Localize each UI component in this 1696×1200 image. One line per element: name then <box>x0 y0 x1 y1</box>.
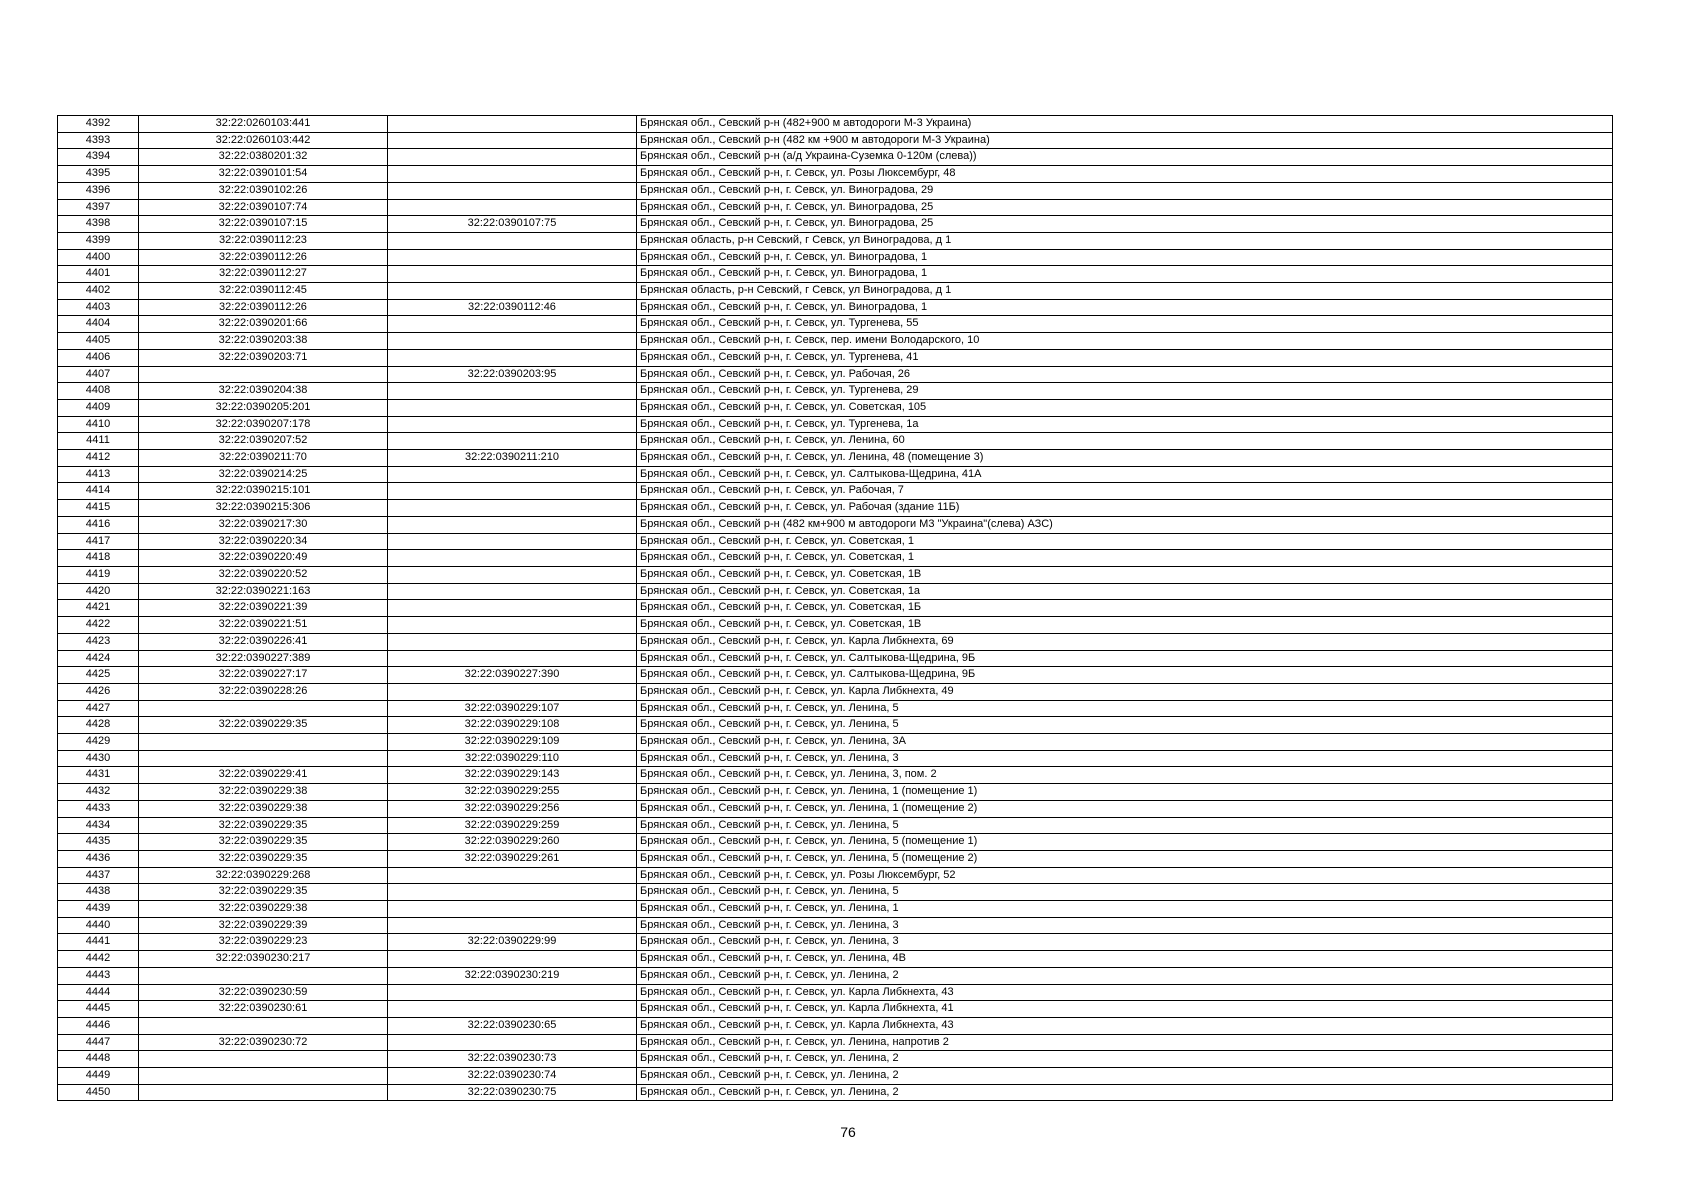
address-cell: Брянская обл., Севский р-н (482 км+900 м автодороги М3 "Украина"(слева) АЗС) <box>637 516 1613 533</box>
address-cell: Брянская обл., Севский р-н, г. Севск, ул. Рабочая (здание 11Б) <box>637 500 1613 517</box>
cadastral-number-cell: 32:22:0390230:72 <box>139 1034 388 1051</box>
row-number-cell: 4440 <box>58 917 139 934</box>
cadastral-number-cell: 32:22:0390229:38 <box>139 901 388 918</box>
related-cadastral-number-cell <box>388 416 637 433</box>
table-row <box>58 566 1613 583</box>
table-row <box>58 884 1613 901</box>
row-number-cell: 4433 <box>58 800 139 817</box>
cadastral-number-cell: 32:22:0390229:38 <box>139 784 388 801</box>
row-number-cell: 4396 <box>58 182 139 199</box>
table-row <box>58 232 1613 249</box>
related-cadastral-number-cell: 32:22:0390230:65 <box>388 1017 637 1034</box>
cadastral-number-cell: 32:22:0390203:38 <box>139 333 388 350</box>
address-cell: Брянская обл., Севский р-н, г. Севск, ул. Виноградова, 1 <box>637 299 1613 316</box>
cadastral-number-cell: 32:22:0390112:27 <box>139 266 388 283</box>
table-row <box>58 166 1613 183</box>
cadastral-number-cell: 32:22:0390112:23 <box>139 232 388 249</box>
cadastral-number-cell: 32:22:0390217:30 <box>139 516 388 533</box>
cadastral-number-cell: 32:22:0390205:201 <box>139 399 388 416</box>
related-cadastral-number-cell <box>388 483 637 500</box>
cadastral-number-cell: 32:22:0390214:25 <box>139 466 388 483</box>
row-number-cell: 4444 <box>58 984 139 1001</box>
row-number-cell: 4445 <box>58 1001 139 1018</box>
related-cadastral-number-cell <box>388 316 637 333</box>
row-number-cell: 4420 <box>58 583 139 600</box>
table-row <box>58 650 1613 667</box>
table-row <box>58 717 1613 734</box>
address-cell: Брянская обл., Севский р-н, г. Севск, пер. имени Володарского, 10 <box>637 333 1613 350</box>
row-number-cell: 4423 <box>58 633 139 650</box>
cadastral-number-cell: 32:22:0390227:389 <box>139 650 388 667</box>
row-number-cell: 4428 <box>58 717 139 734</box>
cadastral-number-cell: 32:22:0390228:26 <box>139 683 388 700</box>
address-cell: Брянская обл., Севский р-н, г. Севск, ул. Ленина, 60 <box>637 433 1613 450</box>
address-cell: Брянская обл., Севский р-н, г. Севск, ул. Ленина, 2 <box>637 1068 1613 1085</box>
table-row <box>58 750 1613 767</box>
related-cadastral-number-cell <box>388 617 637 634</box>
table-row <box>58 116 1613 133</box>
cadastral-number-cell: 32:22:0390107:15 <box>139 216 388 233</box>
cadastral-number-cell <box>139 750 388 767</box>
table-row <box>58 917 1613 934</box>
related-cadastral-number-cell: 32:22:0390227:390 <box>388 667 637 684</box>
document-table-container <box>57 115 1612 1101</box>
table-row <box>58 951 1613 968</box>
table-row <box>58 283 1613 300</box>
cadastral-number-cell: 32:22:0390215:101 <box>139 483 388 500</box>
row-number-cell: 4434 <box>58 817 139 834</box>
related-cadastral-number-cell <box>388 566 637 583</box>
related-cadastral-number-cell <box>388 132 637 149</box>
table-row <box>58 500 1613 517</box>
row-number-cell: 4406 <box>58 349 139 366</box>
row-number-cell: 4439 <box>58 901 139 918</box>
cadastral-number-cell: 32:22:0390229:35 <box>139 817 388 834</box>
row-number-cell: 4438 <box>58 884 139 901</box>
row-number-cell: 4407 <box>58 366 139 383</box>
table-row <box>58 516 1613 533</box>
address-cell: Брянская обл., Севский р-н, г. Севск, ул. Ленина, 3А <box>637 734 1613 751</box>
related-cadastral-number-cell <box>388 399 637 416</box>
related-cadastral-number-cell: 32:22:0390229:255 <box>388 784 637 801</box>
related-cadastral-number-cell <box>388 333 637 350</box>
address-cell: Брянская обл., Севский р-н, г. Севск, ул. Виноградова, 25 <box>637 199 1613 216</box>
related-cadastral-number-cell: 32:22:0390230:75 <box>388 1084 637 1101</box>
address-cell: Брянская обл., Севский р-н, г. Севск, ул. Розы Люксембург, 48 <box>637 166 1613 183</box>
address-cell: Брянская обл., Севский р-н, г. Севск, ул. Рабочая, 7 <box>637 483 1613 500</box>
row-number-cell: 4442 <box>58 951 139 968</box>
address-cell: Брянская обл., Севский р-н, г. Севск, ул. Карла Либкнехта, 43 <box>637 984 1613 1001</box>
row-number-cell: 4425 <box>58 667 139 684</box>
row-number-cell: 4450 <box>58 1084 139 1101</box>
address-cell: Брянская обл., Севский р-н (482+900 м автодороги М-3 Украина) <box>637 116 1613 133</box>
cadastral-number-cell: 32:22:0390215:306 <box>139 500 388 517</box>
address-cell: Брянская обл., Севский р-н, г. Севск, ул. Ленина, 2 <box>637 1084 1613 1101</box>
cadastral-number-cell: 32:22:0390230:61 <box>139 1001 388 1018</box>
cadastral-number-cell: 32:22:0390201:66 <box>139 316 388 333</box>
address-cell: Брянская обл., Севский р-н, г. Севск, ул. Ленина, 3 <box>637 934 1613 951</box>
related-cadastral-number-cell <box>388 633 637 650</box>
related-cadastral-number-cell <box>388 884 637 901</box>
related-cadastral-number-cell: 32:22:0390107:75 <box>388 216 637 233</box>
related-cadastral-number-cell <box>388 683 637 700</box>
cadastral-number-cell <box>139 967 388 984</box>
row-number-cell: 4392 <box>58 116 139 133</box>
address-cell: Брянская обл., Севский р-н, г. Севск, ул. Советская, 1В <box>637 617 1613 634</box>
row-number-cell: 4432 <box>58 784 139 801</box>
related-cadastral-number-cell <box>388 550 637 567</box>
address-cell: Брянская обл., Севский р-н, г. Севск, ул. Ленина, 5 (помещение 1) <box>637 834 1613 851</box>
related-cadastral-number-cell: 32:22:0390112:46 <box>388 299 637 316</box>
cadastral-number-cell: 32:22:0390221:51 <box>139 617 388 634</box>
row-number-cell: 4405 <box>58 333 139 350</box>
row-number-cell: 4399 <box>58 232 139 249</box>
table-row <box>58 1034 1613 1051</box>
row-number-cell: 4441 <box>58 934 139 951</box>
table-row <box>58 349 1613 366</box>
row-number-cell: 4447 <box>58 1034 139 1051</box>
table-row <box>58 132 1613 149</box>
related-cadastral-number-cell <box>388 283 637 300</box>
cadastral-number-cell: 32:22:0390229:23 <box>139 934 388 951</box>
address-cell: Брянская обл., Севский р-н, г. Севск, ул. Ленина, 1 (помещение 1) <box>637 784 1613 801</box>
cadastral-number-cell: 32:22:0390221:39 <box>139 600 388 617</box>
related-cadastral-number-cell: 32:22:0390229:256 <box>388 800 637 817</box>
related-cadastral-number-cell <box>388 650 637 667</box>
related-cadastral-number-cell <box>388 1001 637 1018</box>
row-number-cell: 4430 <box>58 750 139 767</box>
cadastral-number-cell: 32:22:0390229:35 <box>139 834 388 851</box>
address-cell: Брянская обл., Севский р-н, г. Севск, ул. Ленина, 5 <box>637 700 1613 717</box>
table-row <box>58 817 1613 834</box>
address-cell: Брянская обл., Севский р-н, г. Севск, ул. Советская, 1 <box>637 550 1613 567</box>
row-number-cell: 4417 <box>58 533 139 550</box>
address-cell: Брянская обл., Севский р-н, г. Севск, ул. Виноградова, 29 <box>637 182 1613 199</box>
related-cadastral-number-cell: 32:22:0390229:143 <box>388 767 637 784</box>
related-cadastral-number-cell <box>388 867 637 884</box>
cadastral-number-cell: 32:22:0390229:39 <box>139 917 388 934</box>
related-cadastral-number-cell: 32:22:0390229:259 <box>388 817 637 834</box>
row-number-cell: 4424 <box>58 650 139 667</box>
row-number-cell: 4410 <box>58 416 139 433</box>
cadastral-number-cell: 32:22:0390112:26 <box>139 249 388 266</box>
address-cell: Брянская обл., Севский р-н (а/д Украина-Суземка 0-120м (слева)) <box>637 149 1613 166</box>
row-number-cell: 4395 <box>58 166 139 183</box>
related-cadastral-number-cell: 32:22:0390229:261 <box>388 850 637 867</box>
cadastral-number-cell: 32:22:0390112:45 <box>139 283 388 300</box>
row-number-cell: 4411 <box>58 433 139 450</box>
address-cell: Брянская обл., Севский р-н, г. Севск, ул. Ленина, 1 <box>637 901 1613 918</box>
cadastral-number-cell: 32:22:0260103:441 <box>139 116 388 133</box>
table-row <box>58 667 1613 684</box>
cadastral-number-cell: 32:22:0390207:178 <box>139 416 388 433</box>
row-number-cell: 4418 <box>58 550 139 567</box>
cadastral-number-cell: 32:22:0390229:35 <box>139 884 388 901</box>
cadastral-number-cell: 32:22:0390203:71 <box>139 349 388 366</box>
cadastral-number-cell: 32:22:0390207:52 <box>139 433 388 450</box>
related-cadastral-number-cell <box>388 166 637 183</box>
related-cadastral-number-cell: 32:22:0390203:95 <box>388 366 637 383</box>
cadastral-number-cell: 32:22:0390112:26 <box>139 299 388 316</box>
address-cell: Брянская обл., Севский р-н, г. Севск, ул. Ленина, 5 (помещение 2) <box>637 850 1613 867</box>
table-row <box>58 216 1613 233</box>
table-row <box>58 149 1613 166</box>
cadastral-number-cell <box>139 1017 388 1034</box>
address-cell: Брянская обл., Севский р-н, г. Севск, ул. Тургенева, 1а <box>637 416 1613 433</box>
related-cadastral-number-cell: 32:22:0390229:110 <box>388 750 637 767</box>
row-number-cell: 4415 <box>58 500 139 517</box>
table-row <box>58 767 1613 784</box>
row-number-cell: 4421 <box>58 600 139 617</box>
address-cell: Брянская обл., Севский р-н, г. Севск, ул. Виноградова, 1 <box>637 249 1613 266</box>
table-row <box>58 1084 1613 1101</box>
cadastral-number-cell: 32:22:0380201:32 <box>139 149 388 166</box>
row-number-cell: 4400 <box>58 249 139 266</box>
row-number-cell: 4435 <box>58 834 139 851</box>
table-row <box>58 316 1613 333</box>
address-cell: Брянская обл., Севский р-н, г. Севск, ул. Ленина, 48 (помещение 3) <box>637 450 1613 467</box>
address-cell: Брянская обл., Севский р-н, г. Севск, ул. Советская, 1Б <box>637 600 1613 617</box>
table-row <box>58 984 1613 1001</box>
table-row <box>58 249 1613 266</box>
row-number-cell: 4393 <box>58 132 139 149</box>
table-row <box>58 433 1613 450</box>
cadastral-number-cell: 32:22:0390227:17 <box>139 667 388 684</box>
table-row <box>58 734 1613 751</box>
address-cell: Брянская обл., Севский р-н, г. Севск, ул. Советская, 1 <box>637 533 1613 550</box>
related-cadastral-number-cell <box>388 433 637 450</box>
address-cell: Брянская обл., Севский р-н, г. Севск, ул. Виноградова, 25 <box>637 216 1613 233</box>
related-cadastral-number-cell <box>388 500 637 517</box>
row-number-cell: 4403 <box>58 299 139 316</box>
cadastral-number-cell: 32:22:0390204:38 <box>139 383 388 400</box>
address-cell: Брянская обл., Севский р-н, г. Севск, ул. Ленина, 2 <box>637 1051 1613 1068</box>
related-cadastral-number-cell: 32:22:0390230:74 <box>388 1068 637 1085</box>
address-cell: Брянская обл., Севский р-н, г. Севск, ул. Тургенева, 41 <box>637 349 1613 366</box>
related-cadastral-number-cell <box>388 466 637 483</box>
related-cadastral-number-cell <box>388 116 637 133</box>
row-number-cell: 4437 <box>58 867 139 884</box>
related-cadastral-number-cell <box>388 182 637 199</box>
row-number-cell: 4398 <box>58 216 139 233</box>
cadastral-number-cell <box>139 700 388 717</box>
table-row <box>58 466 1613 483</box>
cadastral-number-cell: 32:22:0390229:35 <box>139 717 388 734</box>
related-cadastral-number-cell: 32:22:0390229:260 <box>388 834 637 851</box>
cadastral-number-cell: 32:22:0390229:41 <box>139 767 388 784</box>
table-row <box>58 1017 1613 1034</box>
address-cell: Брянская обл., Севский р-н, г. Севск, ул. Ленина, 3 <box>637 917 1613 934</box>
table-row <box>58 784 1613 801</box>
cadastral-number-cell: 32:22:0390230:217 <box>139 951 388 968</box>
address-cell: Брянская обл., Севский р-н, г. Севск, ул. Ленина, напротив 2 <box>637 1034 1613 1051</box>
row-number-cell: 4446 <box>58 1017 139 1034</box>
row-number-cell: 4419 <box>58 566 139 583</box>
row-number-cell: 4414 <box>58 483 139 500</box>
table-row <box>58 450 1613 467</box>
table-row <box>58 800 1613 817</box>
row-number-cell: 4416 <box>58 516 139 533</box>
cadastral-number-cell: 32:22:0390107:74 <box>139 199 388 216</box>
address-cell: Брянская обл., Севский р-н, г. Севск, ул. Советская, 105 <box>637 399 1613 416</box>
row-number-cell: 4412 <box>58 450 139 467</box>
address-cell: Брянская обл., Севский р-н, г. Севск, ул. Рабочая, 26 <box>637 366 1613 383</box>
address-cell: Брянская обл., Севский р-н, г. Севск, ул. Советская, 1В <box>637 566 1613 583</box>
address-cell: Брянская обл., Севский р-н, г. Севск, ул. Ленина, 5 <box>637 884 1613 901</box>
table-row <box>58 266 1613 283</box>
table-row <box>58 299 1613 316</box>
related-cadastral-number-cell <box>388 533 637 550</box>
table-row <box>58 834 1613 851</box>
related-cadastral-number-cell <box>388 199 637 216</box>
address-cell: Брянская обл., Севский р-н, г. Севск, ул. Ленина, 1 (помещение 2) <box>637 800 1613 817</box>
table-row <box>58 333 1613 350</box>
row-number-cell: 4422 <box>58 617 139 634</box>
related-cadastral-number-cell <box>388 1034 637 1051</box>
cadastral-number-cell: 32:22:0390220:52 <box>139 566 388 583</box>
row-number-cell: 4397 <box>58 199 139 216</box>
cadastral-table <box>57 115 1613 1101</box>
address-cell: Брянская обл., Севский р-н (482 км +900 м автодороги М-3 Украина) <box>637 132 1613 149</box>
related-cadastral-number-cell <box>388 600 637 617</box>
cadastral-number-cell: 32:22:0390101:54 <box>139 166 388 183</box>
address-cell: Брянская обл., Севский р-н, г. Севск, ул. Карла Либкнехта, 41 <box>637 1001 1613 1018</box>
related-cadastral-number-cell <box>388 951 637 968</box>
cadastral-number-cell: 32:22:0390229:38 <box>139 800 388 817</box>
cadastral-number-cell <box>139 1051 388 1068</box>
related-cadastral-number-cell <box>388 583 637 600</box>
address-cell: Брянская обл., Севский р-н, г. Севск, ул. Ленина, 5 <box>637 717 1613 734</box>
address-cell: Брянская обл., Севский р-н, г. Севск, ул. Карла Либкнехта, 69 <box>637 633 1613 650</box>
page-number: 76 <box>840 1124 856 1140</box>
row-number-cell: 4408 <box>58 383 139 400</box>
related-cadastral-number-cell <box>388 249 637 266</box>
related-cadastral-number-cell: 32:22:0390229:99 <box>388 934 637 951</box>
table-row <box>58 383 1613 400</box>
table-row <box>58 850 1613 867</box>
table-row <box>58 366 1613 383</box>
table-row <box>58 1001 1613 1018</box>
related-cadastral-number-cell: 32:22:0390230:73 <box>388 1051 637 1068</box>
table-row <box>58 1068 1613 1085</box>
row-number-cell: 4426 <box>58 683 139 700</box>
related-cadastral-number-cell: 32:22:0390229:107 <box>388 700 637 717</box>
table-row <box>58 617 1613 634</box>
table-row <box>58 550 1613 567</box>
cadastral-number-cell: 32:22:0390221:163 <box>139 583 388 600</box>
address-cell: Брянская область, р-н Севский, г Севск, ул Виноградова, д 1 <box>637 232 1613 249</box>
row-number-cell: 4436 <box>58 850 139 867</box>
table-row <box>58 967 1613 984</box>
row-number-cell: 4413 <box>58 466 139 483</box>
address-cell: Брянская обл., Севский р-н, г. Севск, ул. Тургенева, 29 <box>637 383 1613 400</box>
related-cadastral-number-cell <box>388 917 637 934</box>
address-cell: Брянская обл., Севский р-н, г. Севск, ул. Ленина, 3 <box>637 750 1613 767</box>
related-cadastral-number-cell <box>388 901 637 918</box>
address-cell: Брянская обл., Севский р-н, г. Севск, ул. Карла Либкнехта, 43 <box>637 1017 1613 1034</box>
address-cell: Брянская обл., Севский р-н, г. Севск, ул. Ленина, 5 <box>637 817 1613 834</box>
row-number-cell: 4394 <box>58 149 139 166</box>
cadastral-number-cell <box>139 1084 388 1101</box>
related-cadastral-number-cell: 32:22:0390229:108 <box>388 717 637 734</box>
table-row <box>58 600 1613 617</box>
cadastral-number-cell: 32:22:0390229:35 <box>139 850 388 867</box>
cadastral-number-cell: 32:22:0390229:268 <box>139 867 388 884</box>
related-cadastral-number-cell <box>388 349 637 366</box>
row-number-cell: 4429 <box>58 734 139 751</box>
table-row <box>58 583 1613 600</box>
table-row <box>58 533 1613 550</box>
address-cell: Брянская обл., Севский р-н, г. Севск, ул. Карла Либкнехта, 49 <box>637 683 1613 700</box>
row-number-cell: 4409 <box>58 399 139 416</box>
cadastral-number-cell: 32:22:0390226:41 <box>139 633 388 650</box>
cadastral-number-cell: 32:22:0390230:59 <box>139 984 388 1001</box>
table-row <box>58 683 1613 700</box>
related-cadastral-number-cell: 32:22:0390229:109 <box>388 734 637 751</box>
related-cadastral-number-cell <box>388 266 637 283</box>
related-cadastral-number-cell: 32:22:0390211:210 <box>388 450 637 467</box>
row-number-cell: 4448 <box>58 1051 139 1068</box>
address-cell: Брянская обл., Севский р-н, г. Севск, ул. Салтыкова-Щедрина, 9Б <box>637 650 1613 667</box>
row-number-cell: 4402 <box>58 283 139 300</box>
address-cell: Брянская обл., Севский р-н, г. Севск, ул. Тургенева, 55 <box>637 316 1613 333</box>
address-cell: Брянская обл., Севский р-н, г. Севск, ул. Салтыкова-Щедрина, 41А <box>637 466 1613 483</box>
table-row <box>58 199 1613 216</box>
related-cadastral-number-cell <box>388 149 637 166</box>
related-cadastral-number-cell <box>388 984 637 1001</box>
address-cell: Брянская обл., Севский р-н, г. Севск, ул. Ленина, 3, пом. 2 <box>637 767 1613 784</box>
address-cell: Брянская обл., Севский р-н, г. Севск, ул. Салтыкова-Щедрина, 9Б <box>637 667 1613 684</box>
address-cell: Брянская обл., Севский р-н, г. Севск, ул. Советская, 1а <box>637 583 1613 600</box>
cadastral-number-cell: 32:22:0390211:70 <box>139 450 388 467</box>
address-cell: Брянская обл., Севский р-н, г. Севск, ул. Ленина, 4В <box>637 951 1613 968</box>
table-row <box>58 867 1613 884</box>
table-row <box>58 700 1613 717</box>
table-row <box>58 901 1613 918</box>
table-row <box>58 1051 1613 1068</box>
address-cell: Брянская обл., Севский р-н, г. Севск, ул. Ленина, 2 <box>637 967 1613 984</box>
related-cadastral-number-cell <box>388 516 637 533</box>
related-cadastral-number-cell: 32:22:0390230:219 <box>388 967 637 984</box>
row-number-cell: 4431 <box>58 767 139 784</box>
cadastral-number-cell: 32:22:0390220:34 <box>139 533 388 550</box>
address-cell: Брянская обл., Севский р-н, г. Севск, ул. Виноградова, 1 <box>637 266 1613 283</box>
table-row <box>58 633 1613 650</box>
cadastral-number-cell: 32:22:0390102:26 <box>139 182 388 199</box>
table-row <box>58 416 1613 433</box>
row-number-cell: 4401 <box>58 266 139 283</box>
table-row <box>58 934 1613 951</box>
row-number-cell: 4449 <box>58 1068 139 1085</box>
row-number-cell: 4427 <box>58 700 139 717</box>
cadastral-number-cell <box>139 1068 388 1085</box>
cadastral-number-cell <box>139 734 388 751</box>
address-cell: Брянская область, р-н Севский, г Севск, ул Виноградова, д 1 <box>637 283 1613 300</box>
row-number-cell: 4404 <box>58 316 139 333</box>
table-body <box>58 116 1613 1101</box>
address-cell: Брянская обл., Севский р-н, г. Севск, ул. Розы Люксембург, 52 <box>637 867 1613 884</box>
table-row <box>58 399 1613 416</box>
related-cadastral-number-cell <box>388 232 637 249</box>
row-number-cell: 4443 <box>58 967 139 984</box>
related-cadastral-number-cell <box>388 383 637 400</box>
cadastral-number-cell <box>139 366 388 383</box>
cadastral-number-cell: 32:22:0390220:49 <box>139 550 388 567</box>
table-row <box>58 483 1613 500</box>
table-row <box>58 182 1613 199</box>
cadastral-number-cell: 32:22:0260103:442 <box>139 132 388 149</box>
